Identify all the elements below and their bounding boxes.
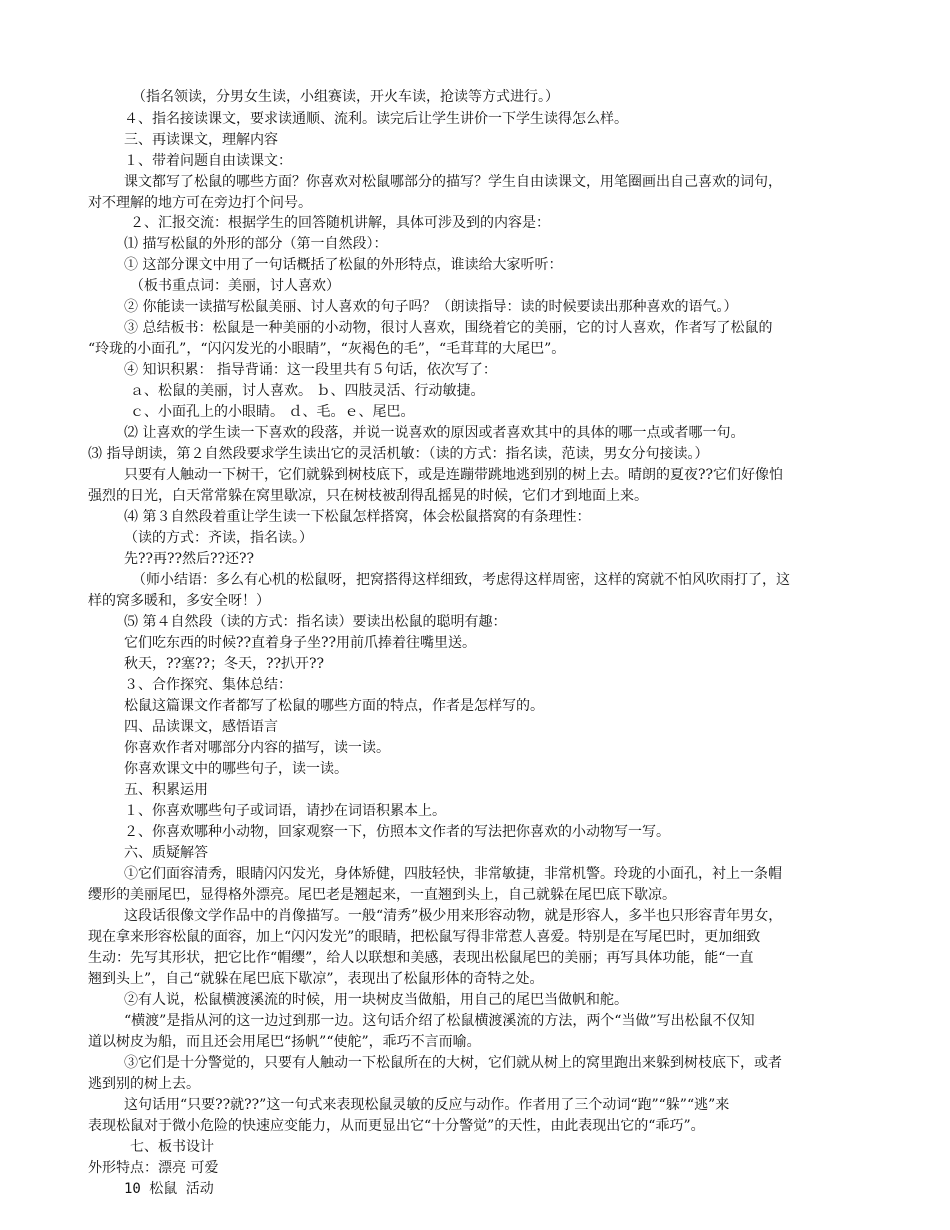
paragraph-line: 翘到头上”，自己“就躲在尾巴底下歇凉”，表现出了松鼠形体的奇特之处。: [88, 971, 544, 987]
paragraph-line: ③它们是十分警觉的，只要有人触动一下松鼠所在的大树，它们就从树上的窝里跑出来躲到树枝底下，或者: [124, 1055, 782, 1071]
paragraph-line: 现在拿来形容松鼠的面容，加上“闪闪发光”的眼睛，把松鼠写得非常惹人喜爱。特别是在写尾巴时，更加细致: [88, 929, 761, 945]
paragraph-line: ⑴ 描写松鼠的外形的部分（第一自然段）：: [124, 236, 388, 252]
paragraph-line: 强烈的日光，白天常常躲在窝里歇凉，只在树枝被刮得乱摇晃的时候，它们才到地面上来。: [88, 488, 648, 504]
paragraph-line: 缨形的美丽尾巴，显得格外漂亮。尾巴老是翘起来，一直翘到头上，自己就躲在尾巴底下歇凉。: [88, 887, 676, 903]
paragraph-line: 秋天，??塞??；冬天，??扒开??: [124, 656, 325, 672]
paragraph-line: 样的窝多暖和，多安全呀！）: [88, 593, 270, 609]
paragraph-line: （指名领读，分男女生读，小组赛读，开火车读，抢读等方式进行。）: [132, 89, 559, 105]
paragraph-line: “横渡”是指从河的这一边过到那一边。这句话介绍了松鼠横渡溪流的方法，两个“当做”写出松鼠不仅知: [124, 1013, 755, 1029]
section-heading: 三、再读课文，理解内容: [124, 132, 278, 148]
paragraph-line: 这段话很像文学作品中的肖像描写。一般“清秀”极少用来形容动物，就是形容人，多半也只形容青年男女，: [124, 908, 783, 924]
paragraph-line: 生动：先写其形状，把它比作“帽缨”，给人以联想和美感，表现出松鼠尾巴的美丽；再写具体功能，能“一直: [88, 950, 754, 966]
paragraph-line: ④ 知识积累： 指导背诵：这一段里共有５句话，依次写了：: [124, 362, 497, 378]
paragraph-line: ①它们面容清秀，眼睛闪闪发光，身体矫健，四肢轻快，非常敏捷，非常机警。玲珑的小面孔，衬上一条帽: [124, 866, 782, 882]
paragraph-line: 道以树皮为船，而且还会用尾巴“扬帆”“使舵”，乖巧不言而喻。: [88, 1034, 481, 1050]
paragraph-line: 逃到别的树上去。: [88, 1076, 200, 1092]
paragraph-line: ｃ、小面孔上的小眼睛。 ｄ、毛。ｅ、尾巴。: [130, 404, 415, 420]
paragraph-line: ⑸ 第４自然段（读的方式：指名读）要读出松鼠的聪明有趣：: [124, 614, 507, 630]
paragraph-line: 先??再??然后??还??: [124, 551, 255, 567]
paragraph-line: 你喜欢课文中的哪些句子，读一读。: [124, 761, 348, 777]
board-design-line: 10 松鼠 活动: [124, 1181, 214, 1197]
paragraph-line: ４、指名接读课文，要求读通顺、流利。读完后让学生讲价一下学生读得怎么样。: [124, 111, 628, 127]
paragraph-line: ②有人说，松鼠横渡溪流的时候，用一块树皮当做船，用自己的尾巴当做帆和舵。: [124, 992, 628, 1008]
paragraph-line: 它们吃东西的时候??直着身子坐??用前爪捧着往嘴里送。: [124, 635, 477, 651]
paragraph-line: ２、你喜欢哪种小动物，回家观察一下，仿照本文作者的写法把你喜欢的小动物写一写。: [124, 824, 670, 840]
paragraph-line: ⑵ 让喜欢的学生读一下喜欢的段落，并说一说喜欢的原因或者喜欢其中的具体的哪一点或者哪一句。: [124, 425, 745, 441]
paragraph-line: 这句话用“只要??就??”这一句式来表现松鼠灵敏的反应与动作。作者用了三个动词“跑”“躲”“逃”来: [124, 1097, 730, 1113]
paragraph-line: ３、合作探究、集体总结：: [124, 677, 292, 693]
paragraph-line: 课文都写了松鼠的哪些方面？你喜欢对松鼠哪部分的描写？学生自由读课文，用笔圈画出自己喜欢的词句，: [124, 174, 782, 190]
paragraph-line: ⑶ 指导朗读，第２自然段要求学生读出它的灵活机敏：（读的方式：指名读，范读，男女分句接读。）: [88, 446, 709, 462]
section-heading: 四、品读课文，感悟语言: [124, 719, 278, 735]
paragraph-line: １、你喜欢哪些句子或词语，请抄在词语积累本上。: [124, 803, 446, 819]
paragraph-line: （师小结语：多么有心机的松鼠呀，把窝搭得这样细致，考虑得这样周密，这样的窝就不怕风吹雨打了，这: [132, 572, 790, 588]
board-design-line: 外形特点：漂亮 可爱: [88, 1160, 219, 1176]
section-heading: 六、质疑解答: [124, 845, 208, 861]
paragraph-line: ③ 总结板书：松鼠是一种美丽的小动物，很讨人喜欢，围绕着它的美丽，它的讨人喜欢，作者写了松鼠的: [124, 320, 773, 336]
paragraph-line: ① 这部分课文中用了一句话概括了松鼠的外形特点，谁读给大家听听：: [124, 257, 563, 273]
section-heading: 五、积累运用: [124, 782, 208, 798]
paragraph-line: ａ、松鼠的美丽，讨人喜欢。 ｂ、四肢灵活、行动敏捷。: [130, 383, 485, 399]
paragraph-line: “玲珑的小面孔”，“闪闪发光的小眼睛”，“灰褐色的毛”，“毛茸茸的大尾巴”。: [88, 341, 566, 357]
paragraph-line: （读的方式：齐读，指名读。）: [124, 530, 313, 546]
section-heading: 七、板书设计: [130, 1139, 214, 1155]
paragraph-line: ② 你能读一读描写松鼠美丽、讨人喜欢的句子吗？（朗读指导：读的时候要读出那种喜欢的语气。）: [124, 299, 738, 315]
paragraph-line: ２、汇报交流：根据学生的回答随机讲解，具体可涉及到的内容是：: [130, 215, 550, 231]
paragraph-line: 对不理解的地方可在旁边打个问号。: [88, 195, 312, 211]
paragraph-line: ⑷ 第３自然段着重让学生读一下松鼠怎样搭窝，体会松鼠搭窝的有条理性：: [124, 509, 591, 525]
paragraph-line: （板书重点词：美丽，讨人喜欢）: [130, 278, 340, 294]
paragraph-line: 表现松鼠对于微小危险的快速应变能力，从而更显出它“十分警觉”的天性，由此表现出它的“乖巧”。: [88, 1118, 705, 1134]
paragraph-line: １、带着问题自由读课文：: [124, 153, 292, 169]
paragraph-line: 只要有人触动一下树干，它们就躲到树枝底下，或是连蹦带跳地逃到别的树上去。晴朗的夏夜??它们好像怕: [124, 467, 784, 483]
paragraph-line: 松鼠这篇课文作者都写了松鼠的哪些方面的特点，作者是怎样写的。: [124, 698, 544, 714]
paragraph-line: 你喜欢作者对哪部分内容的描写，读一读。: [124, 740, 390, 756]
